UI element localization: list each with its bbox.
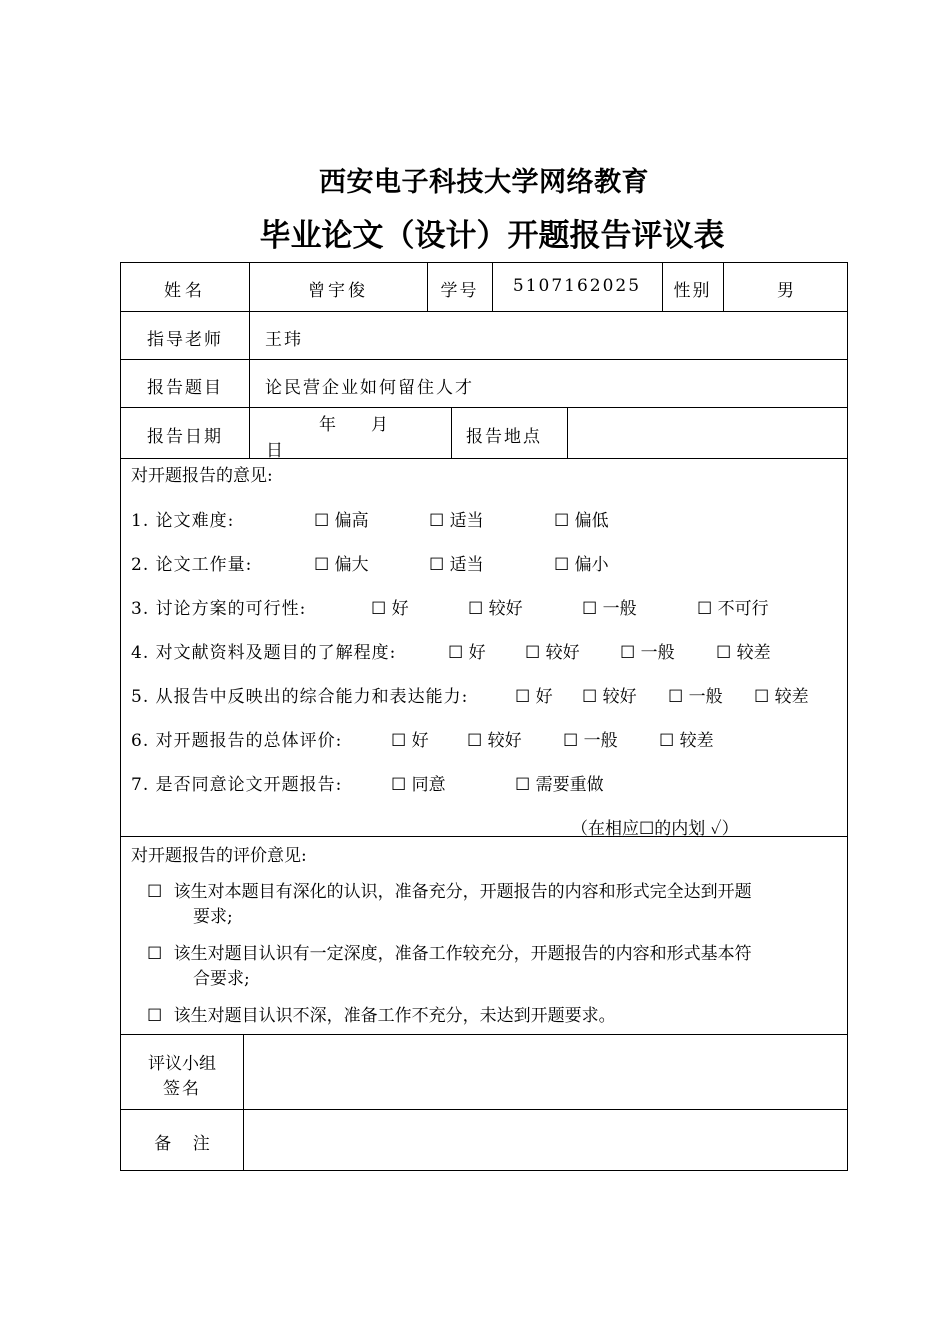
evaluation-option-1-cont: 要求; — [193, 907, 233, 927]
remarks-field[interactable] — [261, 1129, 831, 1153]
form-title: 毕业论文（设计）开题报告评议表 — [259, 218, 725, 254]
advisor-value: 王玮 — [265, 330, 303, 350]
topic-label: 报告题目 — [147, 378, 223, 398]
q6-option-3[interactable]: ☐ 一般 — [563, 731, 618, 751]
q7-option-1[interactable]: ☐ 同意 — [391, 775, 446, 795]
name-label: 姓名 — [164, 281, 206, 301]
evaluation-option-2[interactable]: ☐ 该生对题目认识有一定深度，准备工作较充分，开题报告的内容和形式基本符 — [147, 944, 752, 964]
date-month: 月 — [371, 415, 388, 435]
q1-option-2[interactable]: ☐ 适当 — [429, 511, 484, 531]
q2-option-1[interactable]: ☐ 偏大 — [314, 555, 369, 575]
marking-note: （在相应☐的内划 ✓） — [571, 819, 739, 839]
place-label: 报告地点 — [466, 427, 542, 447]
signature-field[interactable] — [261, 1061, 831, 1085]
date-day: 日 — [266, 441, 283, 461]
q5-option-4[interactable]: ☐ 较差 — [754, 687, 809, 707]
q4-label: 4. 对文献资料及题目的了解程度: — [131, 643, 397, 663]
q4-option-4[interactable]: ☐ 较差 — [716, 643, 771, 663]
q4-option-2[interactable]: ☐ 较好 — [525, 643, 580, 663]
evaluation-option-2-cont: 合要求; — [193, 969, 250, 989]
q1-option-1[interactable]: ☐ 偏高 — [314, 511, 369, 531]
q5-label: 5. 从报告中反映出的综合能力和表达能力: — [131, 687, 469, 707]
name-value: 曾宇俊 — [308, 281, 368, 301]
gender-label: 性别 — [673, 281, 712, 301]
evaluation-option-1[interactable]: ☐ 该生对本题目有深化的认识，准备充分，开题报告的内容和形式完全达到开题 — [147, 882, 752, 902]
gender-value: 男 — [777, 281, 794, 301]
q5-option-1[interactable]: ☐ 好 — [515, 687, 553, 707]
q2-option-3[interactable]: ☐ 偏小 — [554, 555, 609, 575]
evaluation-option-3[interactable]: ☐ 该生对题目认识不深，准备工作不充分，未达到开题要求。 — [147, 1006, 616, 1026]
q5-option-3[interactable]: ☐ 一般 — [668, 687, 723, 707]
q2-option-2[interactable]: ☐ 适当 — [429, 555, 484, 575]
student-id-value: 5107162025 — [512, 276, 642, 296]
q1-option-3[interactable]: ☐ 偏低 — [554, 511, 609, 531]
q3-option-2[interactable]: ☐ 较好 — [468, 599, 523, 619]
signature-label-line2: 签名 — [163, 1079, 201, 1099]
opinion-heading: 对开题报告的意见: — [131, 466, 273, 486]
checkbox-icon[interactable]: ☐ — [147, 944, 163, 964]
q4-option-3[interactable]: ☐ 一般 — [620, 643, 675, 663]
q6-option-4[interactable]: ☐ 较差 — [659, 731, 714, 751]
q6-option-1[interactable]: ☐ 好 — [391, 731, 429, 751]
q7-option-2[interactable]: ☐ 需要重做 — [515, 775, 604, 795]
institution-title: 西安电子科技大学网络教育 — [319, 167, 649, 198]
q2-label: 2. 论文工作量: — [131, 555, 253, 575]
date-label: 报告日期 — [147, 427, 223, 447]
q3-option-4[interactable]: ☐ 不可行 — [697, 599, 769, 619]
checkbox-icon[interactable]: ☐ — [147, 1006, 163, 1026]
date-year: 年 — [319, 415, 336, 435]
q3-label: 3. 讨论方案的可行性: — [131, 599, 307, 619]
q3-option-1[interactable]: ☐ 好 — [371, 599, 409, 619]
advisor-label: 指导老师 — [147, 330, 223, 350]
student-id-label: 学号 — [440, 281, 479, 301]
evaluation-heading: 对开题报告的评价意见: — [131, 846, 307, 866]
q6-label: 6. 对开题报告的总体评价: — [131, 731, 343, 751]
q6-option-2[interactable]: ☐ 较好 — [467, 731, 522, 751]
evaluation-form-table — [120, 262, 848, 1171]
checkbox-icon[interactable]: ☐ — [147, 882, 163, 902]
q5-option-2[interactable]: ☐ 较好 — [582, 687, 637, 707]
q3-option-3[interactable]: ☐ 一般 — [582, 599, 637, 619]
remarks-label: 备 注 — [154, 1134, 210, 1154]
q7-label: 7. 是否同意论文开题报告: — [131, 775, 343, 795]
q4-option-1[interactable]: ☐ 好 — [448, 643, 486, 663]
q1-label: 1. 论文难度: — [131, 511, 235, 531]
topic-value: 论民营企业如何留住人才 — [265, 378, 474, 398]
signature-label-line1: 评议小组 — [148, 1054, 216, 1074]
